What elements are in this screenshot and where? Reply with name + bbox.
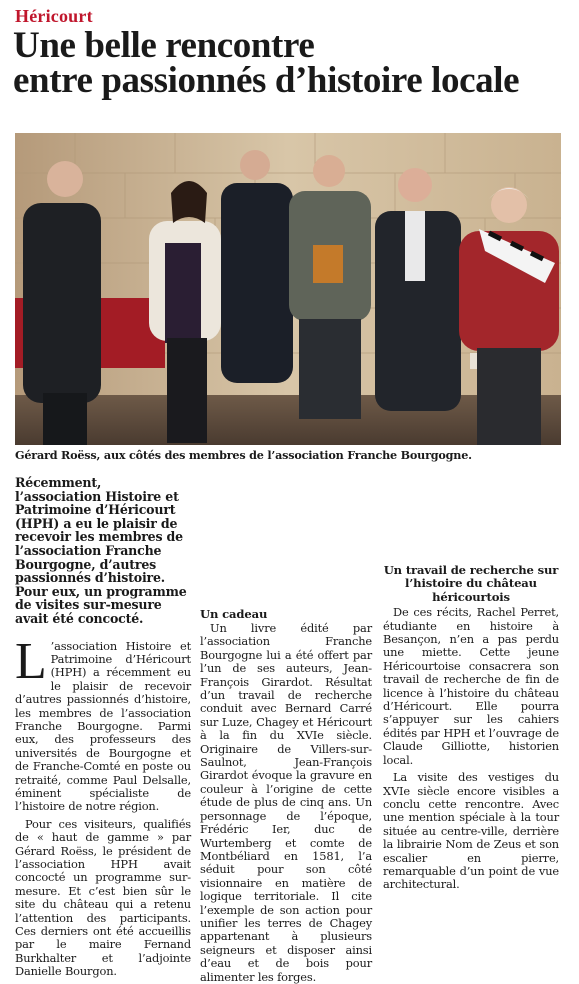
article-photo <box>15 133 561 445</box>
article-column-2 <box>200 476 372 623</box>
headline-line-2: entre passionnés d’histoire locale <box>13 60 520 101</box>
drop-cap: L <box>15 632 47 690</box>
article-paragraph-1 <box>15 632 191 814</box>
section-kicker: Héricourt <box>15 6 93 26</box>
subhead-travail-de-recherche: Un travail de recherche sur l’histoire du château héricourtois <box>383 563 559 604</box>
article-column-3 <box>383 476 559 892</box>
headline-line-1: Une belle rencontre <box>13 25 315 66</box>
article-column-1 <box>15 476 191 979</box>
photo-caption: Gérard Roëss, aux côtés des membres de l’association Franche Bourgogne. <box>15 448 472 462</box>
article-chapo: Récemment, l’association Histoire et Patrimoine d’Héricourt (HPH) a eu le plaisir de recevoir les membres de l’association Franche Bourgogne, d’autres passionnés d’histoire. Pour eux, un programme de visites sur-mesure avait été concocté. <box>15 475 187 626</box>
article-paragraph-5: La visite des vestiges du XVIe siècle encore visibles a conclu cette rencontre. Avec une mention spéciale à la tour située au centre-ville, derrière la librairie Nom de Zeus et son escalier en pierre, remarquable d’un point de vue architectural. <box>383 770 559 892</box>
article-headline <box>13 25 573 101</box>
article-column-2-body <box>200 622 372 984</box>
article-paragraph-2: Pour ces visiteurs, qualifiés de « haut de gamme » par Gérard Roëss, le président de l’association HPH avait concocté un programme sur-mesure. Et c’est bien sûr le site du château qui a retenu l’attention des participants. Ces derniers ont été accueillis par le maire Fernand Burkhalter et l’adjointe Danielle Bourgon. <box>15 816 191 979</box>
paragraph-1-text: ’association Histoire et Patrimoine d’Héricourt (HPH) a récemment eu le plaisir de recevoir d’autres passionnés d’histoire, les membres de l’association Franche Bourgogne. Parmi eux, des professeurs des universités de Bourgogne et de Franche-Comté en poste ou retraité, comme Paul Delsalle, éminent spécialiste de l’histoire de notre région. <box>15 638 191 814</box>
article-paragraph-4: De ces récits, Rachel Perret, étudiante en histoire à Besançon, n’en a pas perdu une miette. Cette jeune Héricourtoise consacrera son travail de recherche de fin de licence à l’histoire du château d’Héricourt. Elle pourra s’appuyer sur les cahiers édités par HPH et l’ouvrage de Claude Gilliotte, historien local. <box>383 605 559 767</box>
group-photo-illustration <box>15 133 561 445</box>
article-paragraph-3: Un livre édité par l’association Franche Bourgogne lui a été offert par l’un de ses auteurs, Jean-François Girardot. Résultat d’un travail de recherche conduit avec Bernard Carré sur Luze, Chagey et Héricourt à la fin du XVIe siècle. Originaire de Villers-sur-Saulnot, Jean-François Girardot évoque la gravure en couleur à l’origine de cette étude de plus de cinq ans. Un personnage de l’époque, Frédéric Ier, duc de Wurtemberg et comte de Montbéliard en 1581, l’a séduit pour son côté visionnaire en matière de logique territoriale. Il cite l’exemple de son action pour unifier les terres de Chagey appartenant à plusieurs seigneurs et disposer ainsi d’eau et de bois pour alimenter les forges. <box>200 621 372 984</box>
subhead-un-cadeau: Un cadeau <box>200 607 268 621</box>
